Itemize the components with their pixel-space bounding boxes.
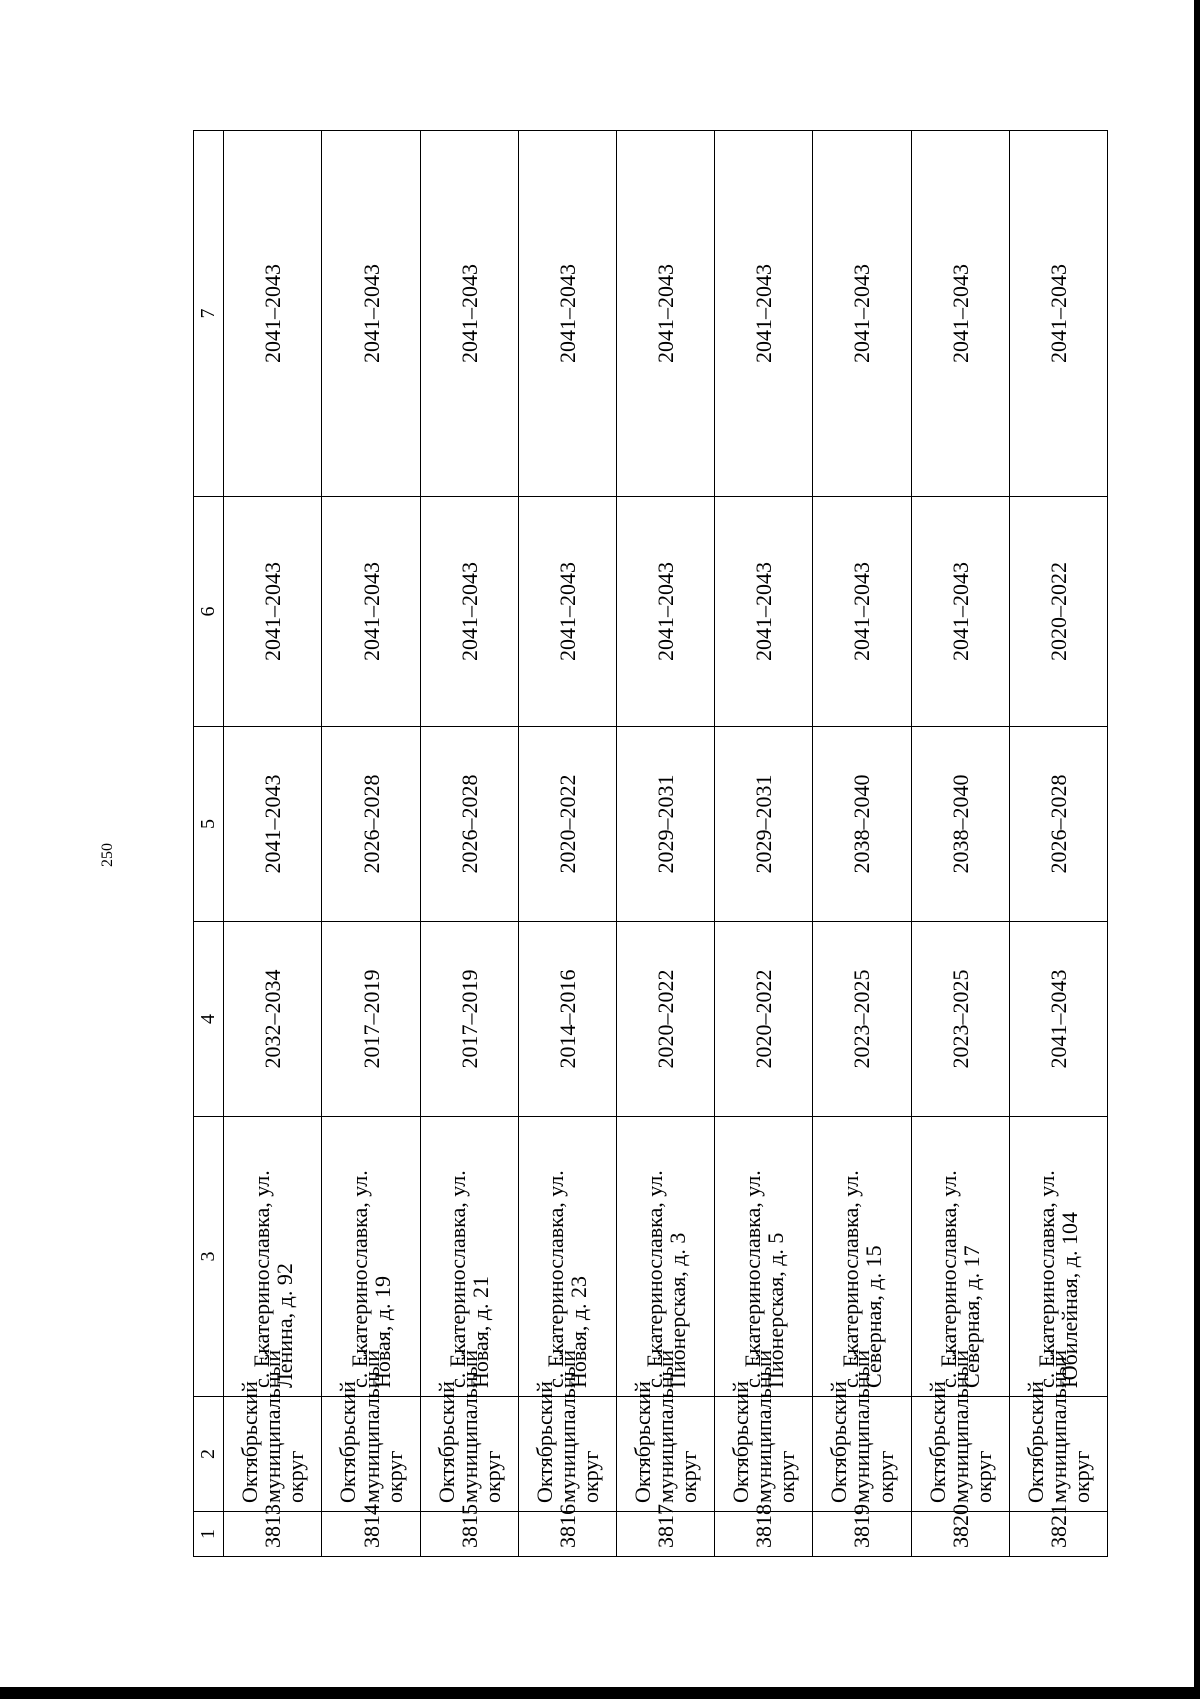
column-7-cell: 2041–2043 [322,131,420,497]
column-6-cell: 2020–2022 [1009,497,1107,727]
page-number: 250 [99,843,116,867]
table-row [617,131,715,1557]
column-4-cell: 2032–2034 [224,922,322,1117]
district-cell: Октябрьский муниципальный округ [911,1397,1009,1512]
row-number-cell: 3817 [617,1512,715,1557]
row-number-cell: 3820 [911,1512,1009,1557]
district-cell: Октябрьский муниципальный округ [224,1397,322,1512]
header-row [194,131,224,1557]
column-4-cell: 2017–2019 [420,922,518,1117]
address-cell: с. Екатеринославка, ул. Новая, д. 21 [420,1117,518,1397]
column-6-cell: 2041–2043 [715,497,813,727]
column-7-cell: 2041–2043 [224,131,322,497]
row-number-cell: 3814 [322,1512,420,1557]
column-6-cell: 2041–2043 [420,497,518,727]
column-header: 5 [194,727,224,922]
table-container [193,131,1108,1557]
column-7-cell: 2041–2043 [911,131,1009,497]
schedule-table [193,130,1108,1557]
address-cell: с. Екатеринославка, ул. Пионерская, д. 5 [715,1117,813,1397]
column-7-cell: 2041–2043 [420,131,518,497]
district-cell: Октябрьский муниципальный округ [518,1397,616,1512]
district-cell: Октябрьский муниципальный округ [322,1397,420,1512]
table-row [911,131,1009,1557]
column-header: 1 [194,1512,224,1557]
table-row [715,131,813,1557]
table-row [420,131,518,1557]
address-cell: с. Екатеринославка, ул. Новая, д. 23 [518,1117,616,1397]
column-6-cell: 2041–2043 [617,497,715,727]
column-4-cell: 2023–2025 [813,922,911,1117]
column-5-cell: 2026–2028 [322,727,420,922]
column-5-cell: 2041–2043 [224,727,322,922]
table-row [1009,131,1107,1557]
column-5-cell: 2029–2031 [617,727,715,922]
column-header: 4 [194,922,224,1117]
district-cell: Октябрьский муниципальный округ [813,1397,911,1512]
address-cell: с. Екатеринославка, ул. Северная, д. 15 [813,1117,911,1397]
table-row [518,131,616,1557]
district-cell: Октябрьский муниципальный округ [1009,1397,1107,1512]
row-number-cell: 3815 [420,1512,518,1557]
column-header: 6 [194,497,224,727]
row-number-cell: 3816 [518,1512,616,1557]
district-cell: Октябрьский муниципальный округ [617,1397,715,1512]
district-cell: Октябрьский муниципальный округ [715,1397,813,1512]
column-4-cell: 2014–2016 [518,922,616,1117]
address-cell: с. Екатеринославка, ул. Пионерская, д. 3 [617,1117,715,1397]
column-5-cell: 2029–2031 [715,727,813,922]
address-cell: с. Екатеринославка, ул. Новая, д. 19 [322,1117,420,1397]
address-cell: с. Екатеринославка, ул. Юбилейная, д. 104 [1009,1117,1107,1397]
row-number-cell: 3821 [1009,1512,1107,1557]
column-7-cell: 2041–2043 [813,131,911,497]
column-4-cell: 2017–2019 [322,922,420,1117]
column-6-cell: 2041–2043 [518,497,616,727]
scan-edge-right [1194,0,1200,1699]
column-7-cell: 2041–2043 [1009,131,1107,497]
column-5-cell: 2038–2040 [813,727,911,922]
column-7-cell: 2041–2043 [617,131,715,497]
address-cell: с. Екатеринославка, ул. Северная, д. 17 [911,1117,1009,1397]
column-7-cell: 2041–2043 [518,131,616,497]
column-5-cell: 2026–2028 [1009,727,1107,922]
table-row [322,131,420,1557]
scan-edge-bottom [0,1687,1200,1699]
table-body [194,131,1108,1557]
column-6-cell: 2041–2043 [911,497,1009,727]
column-6-cell: 2041–2043 [322,497,420,727]
column-5-cell: 2038–2040 [911,727,1009,922]
column-header: 2 [194,1397,224,1512]
row-number-cell: 3818 [715,1512,813,1557]
column-4-cell: 2020–2022 [617,922,715,1117]
table-row [813,131,911,1557]
column-header: 3 [194,1117,224,1397]
column-4-cell: 2023–2025 [911,922,1009,1117]
column-5-cell: 2020–2022 [518,727,616,922]
district-cell: Октябрьский муниципальный округ [420,1397,518,1512]
column-header: 7 [194,131,224,497]
table-row [224,131,322,1557]
address-cell: с. Екатеринославка, ул. Ленина, д. 92 [224,1117,322,1397]
row-number-cell: 3813 [224,1512,322,1557]
column-7-cell: 2041–2043 [715,131,813,497]
column-6-cell: 2041–2043 [813,497,911,727]
column-4-cell: 2041–2043 [1009,922,1107,1117]
column-5-cell: 2026–2028 [420,727,518,922]
column-4-cell: 2020–2022 [715,922,813,1117]
row-number-cell: 3819 [813,1512,911,1557]
column-6-cell: 2041–2043 [224,497,322,727]
